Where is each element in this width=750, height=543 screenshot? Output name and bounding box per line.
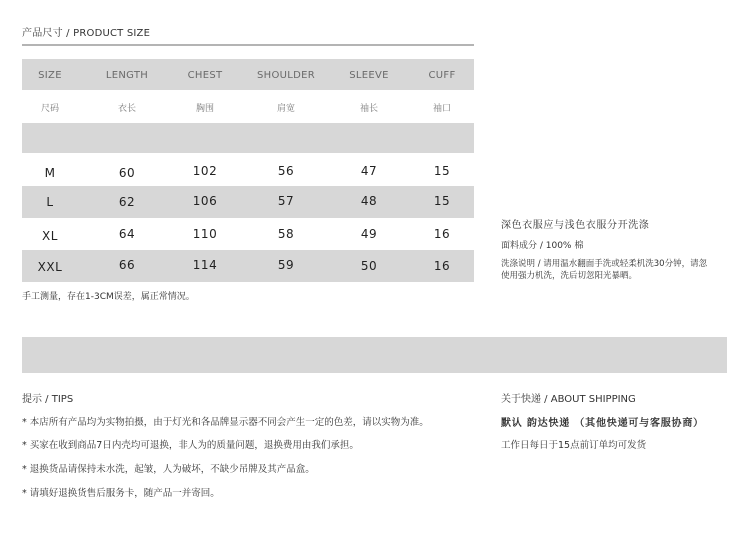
cell-xxl-length: 66 (118, 258, 136, 272)
wash-instructions-line2: 使用强力机洗，洗后切忽阳光暴晒。 (501, 271, 638, 281)
col-header-length: LENGTH (105, 70, 149, 81)
cell-xl-length: 64 (118, 227, 136, 241)
cell-xl-sleeve: 49 (360, 227, 378, 241)
shipping-carrier: 默认 韵达快递 （其他快递可与客服协商） (501, 418, 704, 429)
cell-m-length: 60 (118, 166, 136, 180)
cell-xxl-cuff: 16 (433, 259, 451, 273)
cell-xxl-shoulder: 59 (277, 258, 295, 272)
cell-l-chest: 106 (192, 194, 218, 208)
cell-m-sleeve: 47 (360, 164, 378, 178)
cell-xxl-size: XXL (37, 260, 63, 274)
cell-xl-shoulder: 58 (277, 227, 295, 241)
table-spacer-band (22, 123, 474, 153)
cell-xxl-sleeve: 50 (360, 259, 378, 273)
wash-note: 深色衣服应与浅色衣服分开洗涤 (501, 220, 650, 231)
tip-item: * 买家在收到商品7日内壳均可退换，非人为的质量问题，退换费用由我们承担。 (22, 440, 359, 451)
tip-item: * 请填好退换货售后服务卡，随产品一并寄回。 (22, 488, 220, 499)
col-subheader-sleeve: 袖长 (359, 104, 378, 114)
col-subheader-size: 尺码 (40, 104, 59, 114)
cell-m-size: M (44, 166, 56, 180)
col-subheader-length: 衣长 (117, 104, 136, 114)
cell-l-size: L (46, 195, 54, 209)
shipping-title: 关于快递 / ABOUT SHIPPING (501, 394, 636, 405)
cell-xxl-chest: 114 (192, 258, 218, 272)
cell-m-chest: 102 (192, 164, 218, 178)
tips-title: 提示 / TIPS (22, 394, 74, 405)
title-divider (22, 44, 474, 46)
col-subheader-chest: 胸围 (195, 104, 214, 114)
col-header-size: SIZE (38, 70, 62, 81)
col-header-shoulder: SHOULDER (257, 70, 315, 81)
tip-item: * 本店所有产品均为实物拍摄，由于灯光和各品牌显示器不同会产生一定的色差，请以实物为准。 (22, 417, 429, 428)
measurement-note: 手工测量，存在1-3CM误差，属正常情况。 (22, 292, 195, 302)
fabric-composition: 面料成分 / 100% 棉 (501, 241, 584, 251)
cell-l-cuff: 15 (433, 194, 451, 208)
divider-band (22, 337, 727, 373)
cell-m-shoulder: 56 (277, 164, 295, 178)
section-title: 产品尺寸 / PRODUCT SIZE (22, 28, 151, 39)
wash-instructions-line1: 洗涤说明 / 请用温水翻面手洗或轻柔机洗30分钟，请忽 (501, 259, 708, 269)
cell-xl-chest: 110 (192, 227, 218, 241)
cell-xl-cuff: 16 (433, 227, 451, 241)
cell-l-length: 62 (118, 195, 136, 209)
cell-l-sleeve: 48 (360, 194, 378, 208)
col-header-cuff: CUFF (428, 70, 456, 81)
cell-xl-size: XL (42, 229, 58, 243)
shipping-dispatch-time: 工作日每日于15点前订单均可发货 (501, 440, 647, 451)
tip-item: * 退换货品请保持未水洗，起皱，人为破坏，不缺少吊牌及其产品盒。 (22, 464, 315, 475)
cell-l-shoulder: 57 (277, 194, 295, 208)
col-subheader-shoulder: 肩宽 (276, 104, 295, 114)
col-subheader-cuff: 袖口 (432, 104, 451, 114)
col-header-chest: CHEST (187, 70, 223, 81)
col-header-sleeve: SLEEVE (349, 70, 389, 81)
cell-m-cuff: 15 (433, 164, 451, 178)
